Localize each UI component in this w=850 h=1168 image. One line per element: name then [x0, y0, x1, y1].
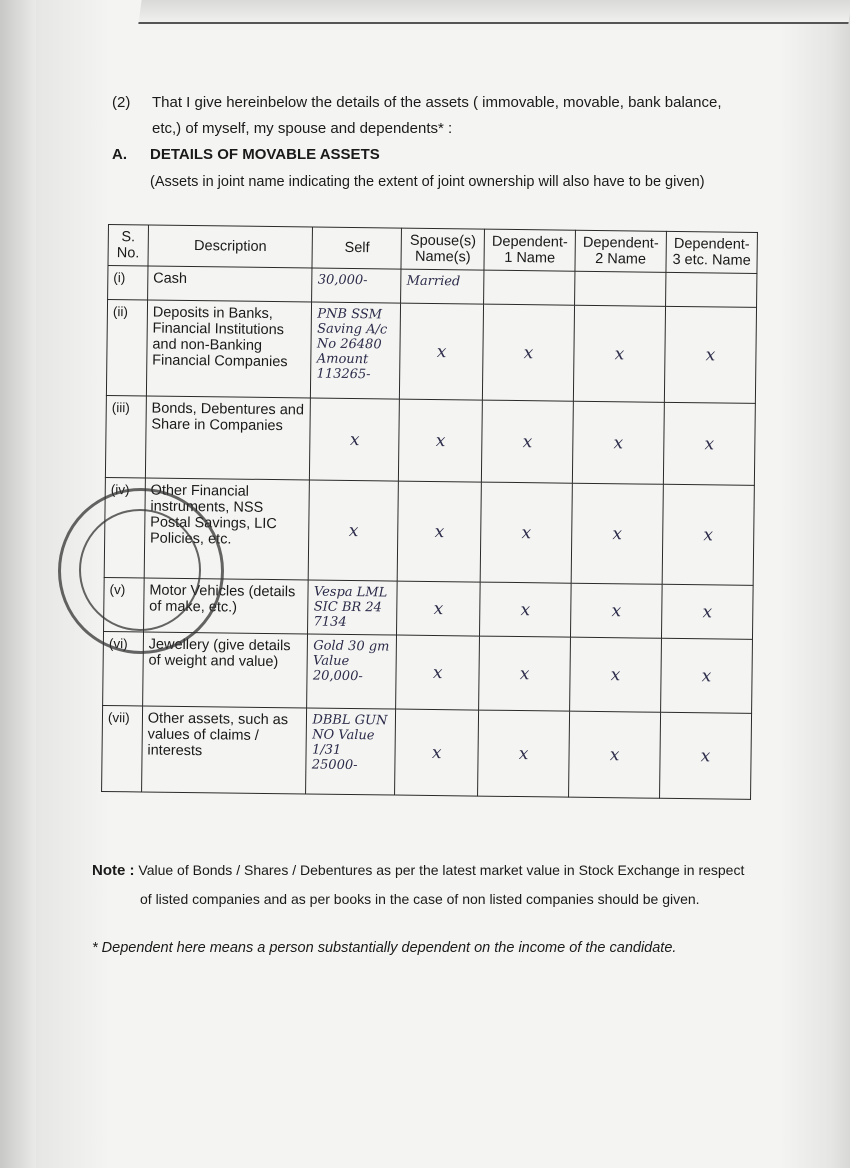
row-dependent-2-value: x	[572, 401, 664, 484]
table-row	[106, 300, 756, 404]
section-title: DETAILS OF MOVABLE ASSETS	[150, 146, 380, 163]
row-dependent-2-value: x	[571, 583, 663, 638]
section-letter: A.	[112, 146, 127, 163]
row-dependent-2-value: x	[570, 637, 662, 712]
row-spouse-value: x	[397, 481, 481, 582]
row-dependent-3-value	[666, 272, 757, 307]
table-row	[102, 705, 752, 799]
row-dependent-1-value: x	[480, 582, 572, 637]
row-sno: (iii)	[105, 395, 146, 477]
header-sno: S. No.	[108, 225, 148, 266]
paragraph-text: That I give hereinbelow the details of the assets ( immovable, movable, bank balance, etc,) of myself, my spouse and dependents* :	[152, 94, 722, 137]
dependent-footnote: * Dependent here means a person substantially dependent on the income of the candidate.	[92, 940, 677, 956]
row-self-value: PNB SSM Saving A/c No 26480 Amount 113265-	[311, 302, 401, 399]
paragraph-number: (2)	[112, 94, 131, 111]
header-description: Description	[148, 225, 313, 268]
row-dependent-2-value: x	[573, 305, 665, 402]
row-dependent-3-value: x	[664, 306, 756, 403]
row-dependent-1-value	[484, 270, 575, 305]
row-description: Other assets, such as values of claims / interests	[141, 706, 307, 794]
row-self-value: Vespa LML SIC BR 24 7134	[308, 580, 398, 635]
row-dependent-1-value: x	[481, 400, 573, 483]
row-dependent-3-value: x	[661, 638, 753, 713]
row-self-value: DBBL GUN NO Value 1/31 25000-	[306, 708, 396, 795]
row-self-value: 30,000-	[312, 268, 401, 303]
header-spouse: Spouse(s) Name(s)	[401, 228, 484, 270]
row-spouse-value: Married	[401, 269, 484, 304]
row-sno: (iv)	[104, 477, 145, 577]
row-dependent-1-value: x	[478, 710, 570, 797]
row-sno: (vi)	[103, 631, 144, 705]
row-description: Other Financial instruments, NSS Postal Savings, LIC Policies, etc.	[144, 478, 310, 580]
table-row	[105, 395, 755, 485]
row-description: Motor Vehicles (details of make, etc.)	[143, 578, 308, 634]
row-description: Bonds, Debentures and Share in Companies	[145, 396, 311, 480]
row-dependent-2-value	[575, 271, 666, 306]
notary-stamp	[58, 488, 224, 654]
row-sno: (ii)	[106, 300, 147, 396]
row-dependent-1-value: x	[479, 636, 571, 711]
row-spouse-value: x	[400, 303, 484, 400]
row-description: Deposits in Banks, Financial Institutions and non-Banking Financial Companies	[146, 300, 312, 398]
row-dependent-3-value: x	[660, 712, 752, 799]
row-dependent-3-value: x	[663, 402, 755, 485]
row-dependent-2-value: x	[571, 483, 663, 584]
header-self: Self	[312, 227, 401, 269]
row-spouse-value: x	[396, 635, 480, 710]
row-spouse-value: x	[395, 709, 479, 796]
note-paragraph	[92, 856, 752, 913]
row-self-value: x	[309, 480, 399, 581]
row-dependent-1-value: x	[480, 482, 572, 583]
row-description: Cash	[147, 266, 312, 302]
note-text-continued: of listed companies and as per books in the case of non listed companies should be given.	[140, 891, 700, 907]
header-dependent-2: Dependent-2 Name	[575, 230, 666, 272]
row-dependent-2-value: x	[569, 711, 661, 798]
note-text: Value of Bonds / Shares / Debentures as per the latest market value in Stock Exchange in respect	[138, 862, 745, 878]
row-sno: (v)	[104, 577, 145, 631]
row-self-value: Gold 30 gm Value 20,000-	[307, 634, 397, 709]
row-spouse-value: x	[399, 399, 483, 482]
section-subtitle: (Assets in joint name indicating the extent of joint ownership will also have to be given)	[150, 174, 705, 190]
row-self-value: x	[310, 398, 400, 481]
row-description: Jewellery (give details of weight and value)	[142, 632, 307, 708]
table-row	[103, 631, 753, 713]
note-label: Note :	[92, 862, 135, 879]
row-sno: (vii)	[102, 705, 143, 791]
header-dependent-3: Dependent-3 etc. Name	[666, 231, 757, 273]
header-dependent-1: Dependent-1 Name	[484, 229, 575, 271]
row-dependent-3-value: x	[661, 584, 753, 639]
row-dependent-3-value: x	[662, 484, 754, 585]
row-sno: (i)	[108, 266, 148, 300]
row-spouse-value: x	[397, 581, 480, 636]
row-dependent-1-value: x	[482, 304, 574, 401]
